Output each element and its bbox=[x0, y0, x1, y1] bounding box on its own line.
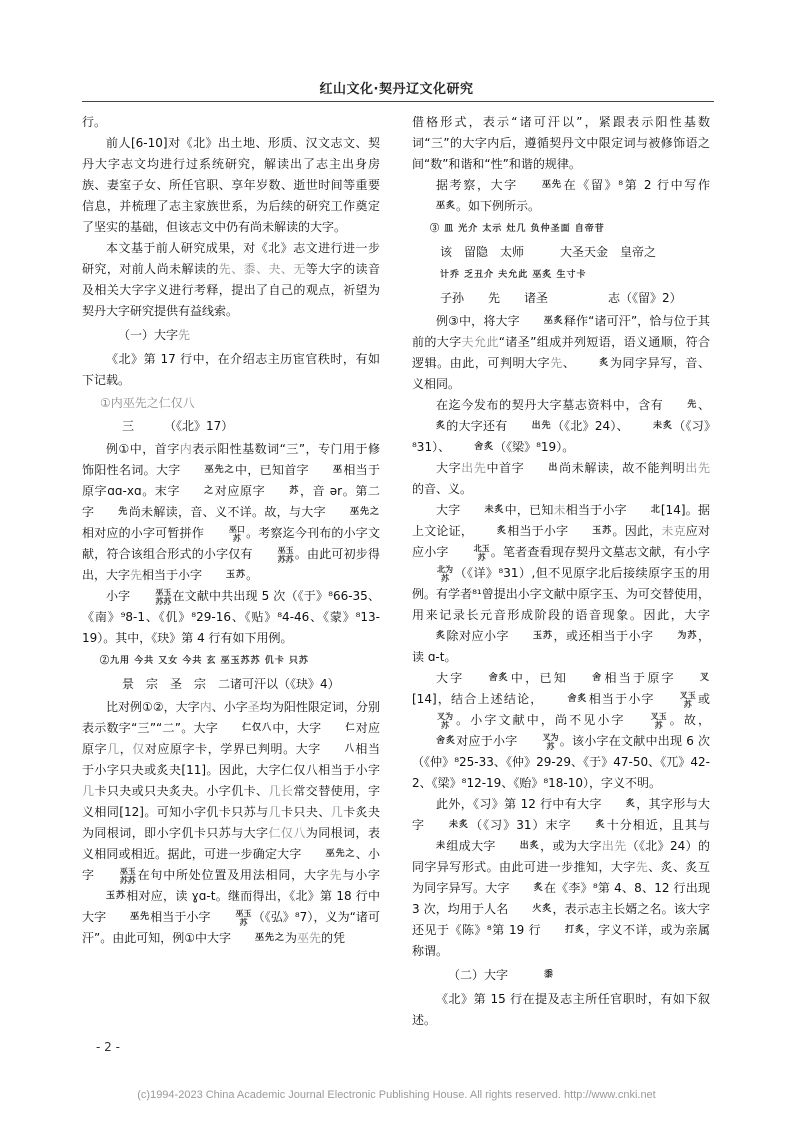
paragraph-additional: 此外，《习》第 12 行中有大字 炙，其字形与大字 未炙（《习》31）末字 炙十分相近，且其与未组成大字 出炙，或为大字出先（《北》24）的同字异写形式。由此可进一步推知，大字先、炙、炙互为同字异写。大字 炙在《李》⁸第 4、8、12 行出现 3 次，均用于人名 火炙，表示志主长婿之名。该大字还见于《陈》⁸第 19 行 打炙，字义不详，或为亲属称谓。 bbox=[412, 797, 710, 958]
header-rule bbox=[82, 101, 714, 102]
left-column bbox=[82, 112, 380, 949]
stacked-small-script: 巫口 苏 bbox=[228, 524, 245, 543]
paragraph-line17-intro: 《北》第 17 行中，在介绍志主历宦官秩时，有如下记载。 bbox=[82, 352, 380, 387]
page-number: - 2 - bbox=[96, 1040, 120, 1054]
paragraph-weizhi: 大字 未炙中，已知未相当于小字 北[14]。据上文论证， 炙相当于小字 玉苏。因此，未克应对应小字 北玉 苏 。笔者查看现存契丹文墓志文献，有小字 北为 苏 （《详》⁸31）,但不见原字北后接续原字玉的用例。有学者⁸¹曾提出小字文献中原字玉、为可交替使用，用来记录长元音形成阶段的语音现象。因此，大字炙除对应小字 玉苏，或还相当于小字 为苏，读 ɑ-t。 bbox=[412, 503, 710, 664]
paragraph-aim: 本文基于前人研究成果，对《北》志文进行进一步研究，对前人尚未解读的先、黍、夬、无等大字的读音及相关大字字义进行考释，提出了自己的观点，祈望为契丹大字研究提供有益线索。 bbox=[82, 241, 380, 318]
stacked-small-script: 叉玉 苏 bbox=[650, 711, 667, 730]
example-3-khitan-line2: 计乔 乏丑介 夫允此 巫炙 生寸卡 bbox=[440, 270, 587, 280]
example-2-gloss: 景 宗 圣 宗 二诸可汗以（《玦》4） bbox=[122, 677, 340, 691]
paragraph-comparison: 比对例①②，大字内、小字圣均为阳性限定词，分别表示数字“三”“二”。大字 仁仅八中，大字 仁对应原字几，仅对应原字卡，学界已判明。大字 八相当于小字只夬或炙夬[11]。因此，大字仁仅八相当于小字几卡只夬或只夬炙夬。小字仉卡、几长常交替使用，字义相同[12]。可知小字仉卡只苏与几卡只夬、几卡炙夬为同根词，即小字仉卡只苏与大字仁仅八为同根词，表义相同或相近。据此，可进一步确定大字 巫先之、小字 巫玉 苏苏 在句中所处位置及用法相同，大字先与小字玉苏相对应，读 ɣɑ-t。继而得出，《北》第 18 行中大字 巫先相当于小字 巫玉 苏 （《弘》⁸7），义为“诸可汗”。由此可知，例①中大字 巫先之为巫先的凭 bbox=[82, 700, 380, 945]
paragraph-liu-variant: 据考察，大字 巫先在《留》⁸第 2 行中写作巫炙。如下例所示。 bbox=[436, 178, 710, 213]
stacked-small-script: 巫玉 苏苏 bbox=[119, 866, 136, 885]
example-3-gloss-line1: 该 留隐 太师 大圣天金 皇帝之 bbox=[440, 245, 657, 259]
paragraph-continuation: 行。 bbox=[82, 115, 107, 129]
example-1-khitan: ①内巫先之仁仅八 bbox=[100, 396, 195, 410]
paragraph-prior-research: 前人[6-10]对《北》出土地、形质、汉文志文、契丹大字志文均进行过系统研究，解读出了志主出身房族、妻室子女、所任官职、享年岁数、逝世时间等重要信息，并梳理了志主家族世系，为后续的研究工作奠定了坚实的基础，但该志文中仍有尚未解读的大字。 bbox=[82, 136, 380, 234]
copyright-footer: (c)1994-2023 China Academic Journal Electronic Publishing House. All rights reserved. http://www.cnki.net bbox=[137, 1089, 656, 1101]
paragraph-line15-intro: 《北》第 15 行在提及志主所任官职时，有如下叙述。 bbox=[412, 992, 710, 1027]
paragraph-continuation-right: 借格形式，表示“诸可汗以”，紧跟表示阳性基数词“三”的大字内后，遵循契丹文中限定词与被修饰语之间“数”和谐和“性”和谐的规律。 bbox=[412, 115, 710, 171]
paragraph-other-characters: 在迄今发布的契丹大字墓志资料中，含有 先、炙的大字还有 出先（《北》24）、 未炙（《习》⁸31）、 舍炙（《梁》⁸19）。 bbox=[412, 398, 710, 454]
section-heading-2: （二）大字 黍 bbox=[448, 968, 555, 982]
section-heading-1: （一）大字先 bbox=[118, 328, 191, 342]
stacked-small-script: 北为 苏 bbox=[437, 564, 453, 583]
paragraph-chuxian: 大字出先中首字 出尚未解读，故不能判明出先的音、义。 bbox=[412, 461, 710, 496]
stacked-small-script: 叉为 苏 bbox=[542, 732, 559, 751]
paragraph-example3-analysis: 例③中，将大字 巫炙释作“诸可汗”，恰与位于其前的大字夫允此“诸圣”组成并列短语，语义通顺，符合逻辑。由此，可判明大字先、 炙为同字异写，音、义相同。 bbox=[412, 314, 710, 391]
example-2-khitan: ②九用 今共 又女 今共 玄 巫玉苏苏 仉卡 只苏 bbox=[100, 656, 309, 666]
right-column bbox=[412, 112, 710, 1031]
example-3-khitan-line1: ③ 皿 光介 太示 灶几 负仲圣面 自帝苷 bbox=[430, 224, 605, 234]
stacked-small-script: 巫玉 苏苏 bbox=[277, 545, 294, 564]
example-1-gloss: 三 （《北》17） bbox=[122, 419, 234, 433]
example-3-gloss-line2: 子孙 先 诸圣 志（《留》2） bbox=[440, 291, 682, 305]
stacked-small-script: 叉为 苏 bbox=[437, 711, 453, 730]
paragraph-example1-analysis: 例①中，首字内表示阳性基数词“三”，专门用于修饰阳性名词。大字 巫先之中，已知首字 巫相当于原字ɑɑ-xɑ。末字 之对应原字 苏，音 ər。第二字 先尚未解读，音、义不详。故，与大字 巫先之相对应的小字可暂拼作 巫口 苏 。考察迄今刊布的小字文献，符合该组合形式的小字仅有 巫玉 苏苏 。由此可初步得出，大字先相当于小字 玉苏。 bbox=[82, 442, 380, 582]
paragraph-shezhi: 大字 舍炙中，已知 舍相当于原字 叉[14]，结合上述结论， 舍炙相当于小字 叉玉 苏 或 叉为 苏 。小字文献中，尚不见小字 叉玉 苏 。故，舍炙对应于小字 叉为 苏 。该小字在文献中出现 6 次（《仲》⁸25-33、《仲》29-29、《于》47-50、《兀》42-2、《梁》⁸12-19、《贻》⁸18-10），字义不明。 bbox=[412, 671, 710, 790]
stacked-small-script: 巫玉 苏苏 bbox=[155, 587, 172, 606]
stacked-small-script: 叉玉 苏 bbox=[679, 690, 696, 709]
running-header: 红山文化·契丹辽文化研究 bbox=[319, 82, 474, 97]
target-characters: 先、黍、夬、无 bbox=[218, 262, 306, 276]
stacked-small-script: 北玉 苏 bbox=[473, 543, 490, 562]
stacked-small-script: 巫玉 苏 bbox=[235, 908, 252, 927]
paragraph-occurrences: 小字 巫玉 苏苏 在文献中共出现 5 次（《于》⁸66-35、《南》⁹8-1、《仉》⁸29-16、《贴》⁸4-46、《蒙》⁸13-19）。其中，《玦》第 4 行有如下用例。 bbox=[82, 587, 380, 645]
